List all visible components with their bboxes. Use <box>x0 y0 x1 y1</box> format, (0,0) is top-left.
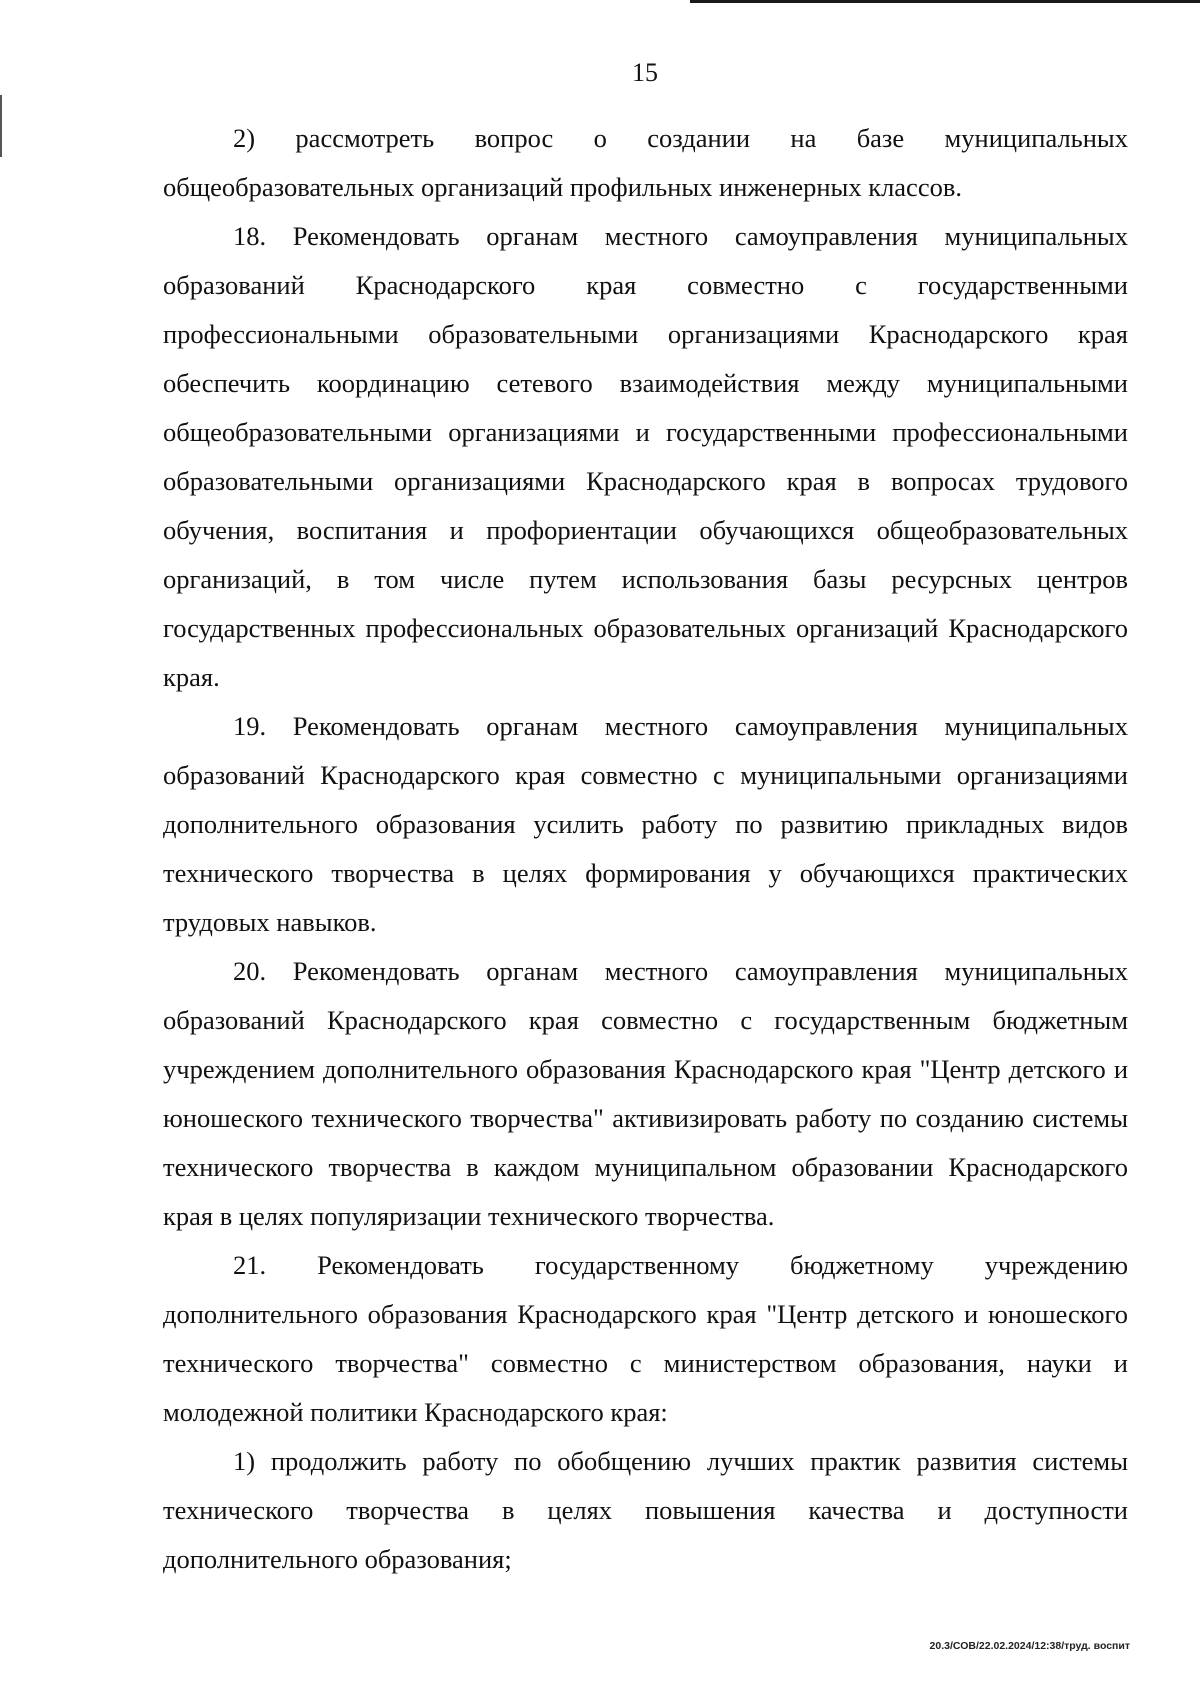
paragraph-item-2: 2) рассмотреть вопрос о создании на базе муниципальных общеобразовательных организаций профильных инженерных классов. <box>163 123 1128 202</box>
scan-margin-mark <box>0 95 2 157</box>
document-body <box>163 114 1128 1584</box>
page-number: 15 <box>632 58 658 87</box>
scan-edge-line <box>690 0 1200 3</box>
paragraph-item-1: 1) продолжить работу по обобщению лучших практик развития системы технического творчества в целях повышения качества и доступности дополнительного образования; <box>163 1446 1128 1574</box>
document-footer-code: 20.3/СОВ/22.02.2024/12:38/труд. воспит <box>929 1640 1130 1652</box>
paragraph-21: 21. Рекомендовать государственному бюджетному учреждению дополнительного образования Краснодарского края "Центр детского и юношеского технического творчества" совместно с министерством образования, науки и молодежной политики Краснодарского края: <box>163 1250 1128 1427</box>
paragraph-19: 19. Рекомендовать органам местного самоуправления муниципальных образований Краснодарского края совместно с муниципальными организациями дополнительного образования усилить работу по развитию прикладных видов технического творчества в целях формирования у обучающихся практических трудовых навыков. <box>163 711 1128 937</box>
paragraph-20: 20. Рекомендовать органам местного самоуправления муниципальных образований Краснодарского края совместно с государственным бюджетным учреждением дополнительного образования Краснодарского края "Центр детского и юношеского технического творчества" активизировать работу по созданию системы технического творчества в каждом муниципальном образовании Краснодарского края в целях популяризации технического творчества. <box>163 956 1128 1231</box>
paragraph-18: 18. Рекомендовать органам местного самоуправления муниципальных образований Краснодарского края совместно с государственными профессиональными образовательными организациями Краснодарского края обеспечить координацию сетевого взаимодействия между муниципальными общеобразовательными организациями и государственными профессиональными образовательными организациями Краснодарского края в вопросах трудового обучения, воспитания и профориентации обучающихся общеобразовательных организаций, в том числе путем использования базы ресурсных центров государственных профессиональных образовательных организаций Краснодарского края. <box>163 221 1128 692</box>
